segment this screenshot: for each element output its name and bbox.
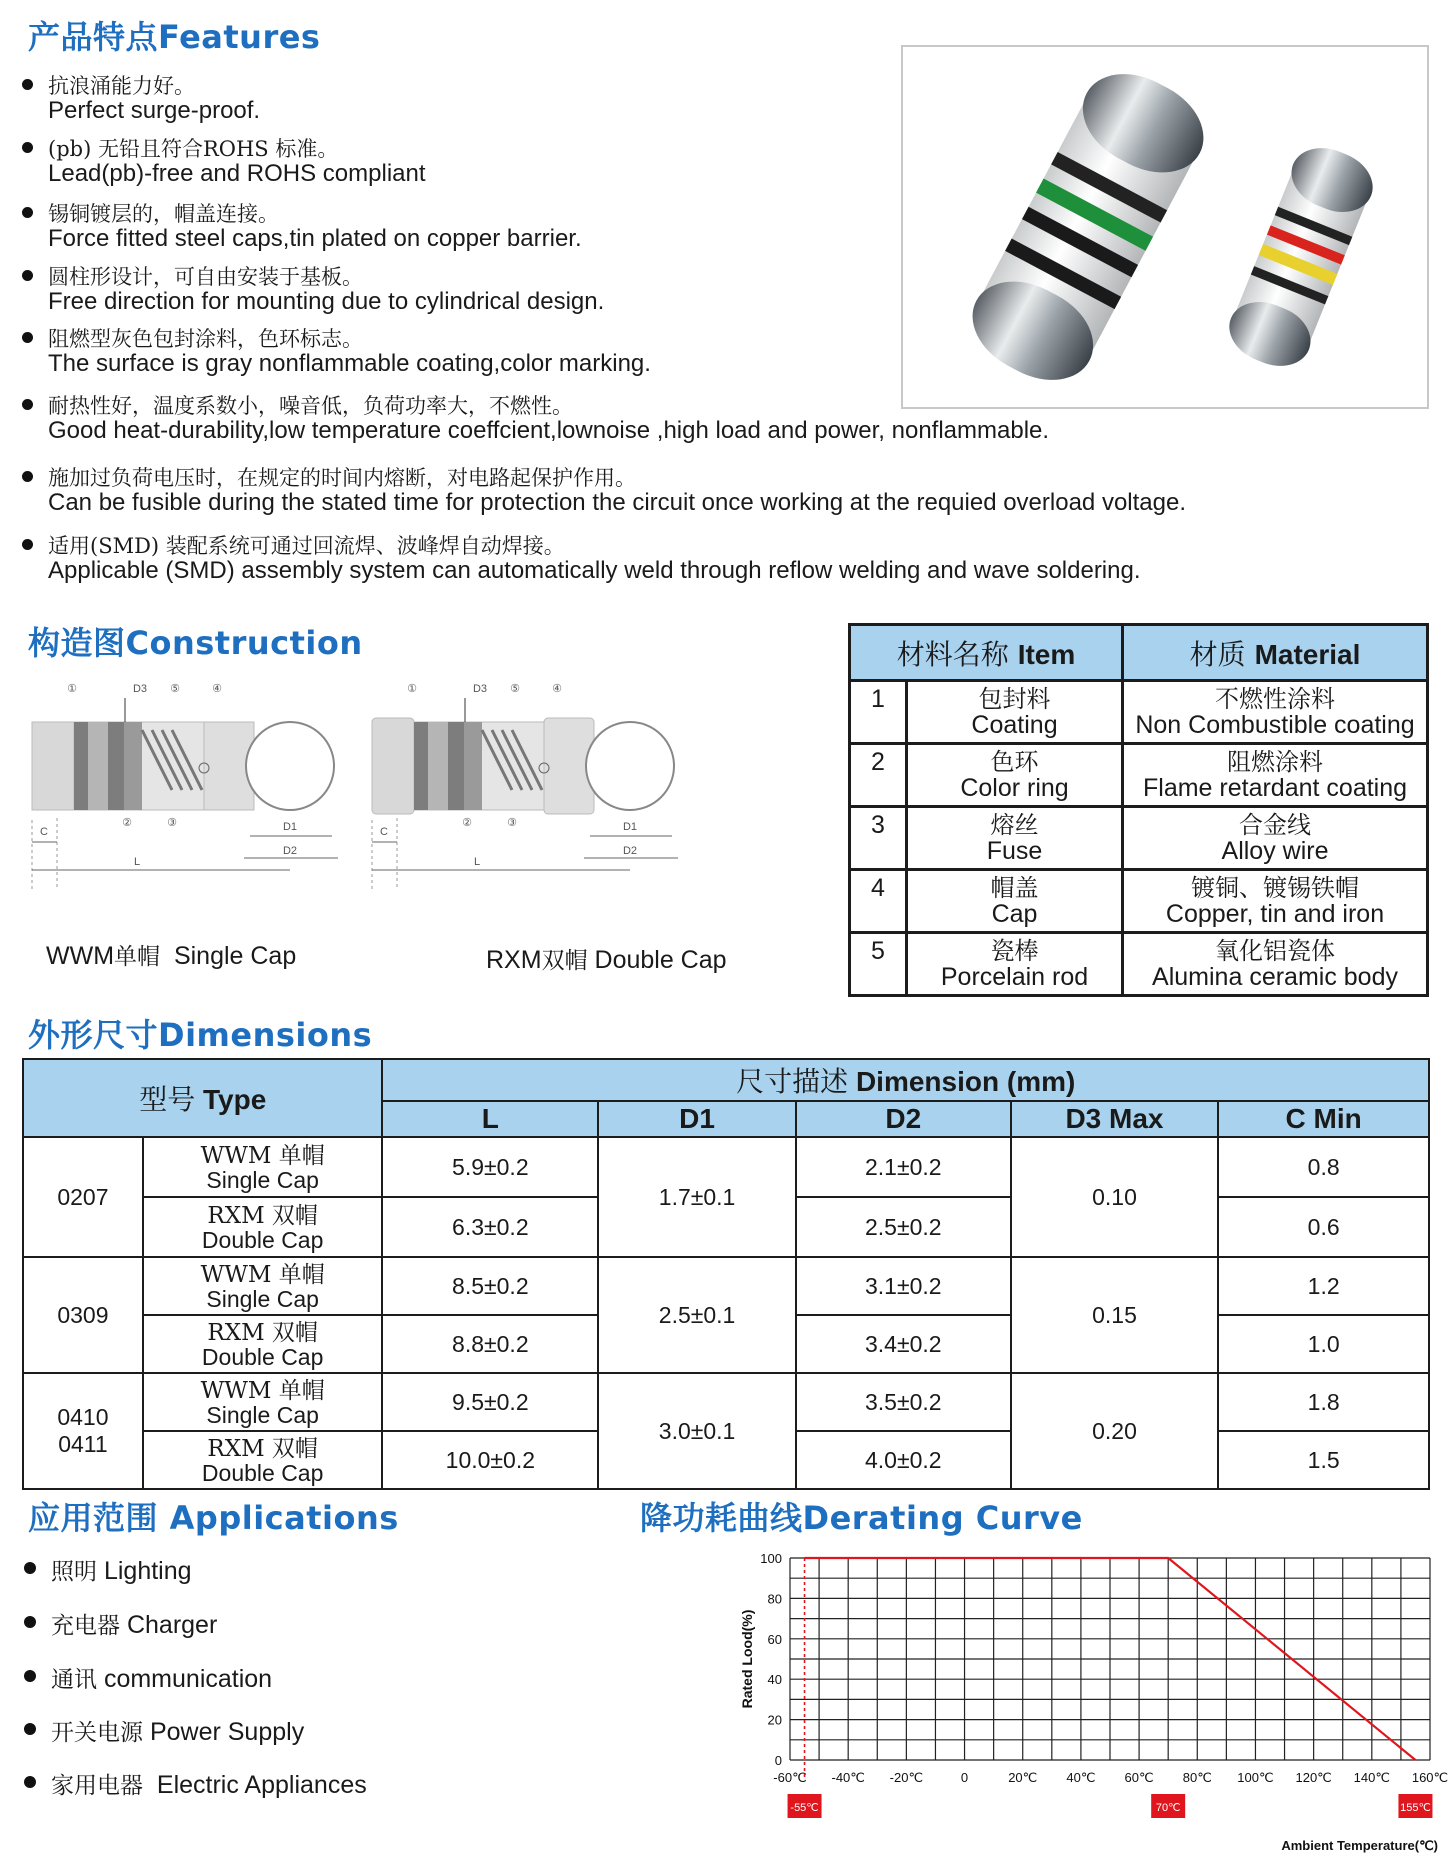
feature-en: Force fitted steel caps,tin plated on copper barrier. <box>48 225 582 252</box>
bullet-icon <box>22 270 33 281</box>
feature-cn: 适用(SMD) 装配系统可通过回流焊、波峰焊自动焊接。 <box>48 534 565 558</box>
x-tick-label: -20℃ <box>889 1770 924 1785</box>
svg-text:①: ① <box>407 683 417 695</box>
feature-en: Applicable (SMD) assembly system can automatically weld through reflow welding and wave soldering. <box>48 557 1141 584</box>
svg-text:③: ③ <box>507 817 517 829</box>
x-tick-label: 40℃ <box>1066 1770 1096 1785</box>
bullet-icon <box>22 332 33 343</box>
table-row: RXM 双帽 Double Cap 10.0±0.2 4.0±0.2 1.5 <box>23 1431 1429 1489</box>
bullet-icon <box>22 79 33 90</box>
svg-text:④: ④ <box>552 683 562 695</box>
bullet-icon <box>22 142 33 153</box>
svg-text:D2: D2 <box>282 845 298 857</box>
table-row: 5 瓷棒 Porcelain rod 氧化铝瓷体 Alumina ceramic body <box>850 933 1428 996</box>
x-tick-label: -60℃ <box>773 1770 807 1785</box>
feature-en: The surface is gray nonflammable coating,color marking. <box>48 350 651 377</box>
table-row: 0410 0411 WWM 单帽 Single Cap 9.5±0.2 3.0±0.1 3.5±0.2 0.20 1.8 <box>23 1373 1429 1431</box>
bullet-icon <box>24 1616 36 1628</box>
marker-label: 70℃ <box>1155 1802 1181 1814</box>
table-row: 4 帽盖 Cap 镀铜、镀锡铁帽 Copper, tin and iron <box>850 870 1428 933</box>
y-tick-label: 100 <box>760 1551 782 1566</box>
svg-text:D3: D3 <box>132 683 148 695</box>
svg-text:C: C <box>380 826 388 838</box>
double-cap-caption: RXM双帽 Double Cap <box>486 946 727 974</box>
table-row: 1 包封料 Coating 不燃性涂料 Non Combustible coating <box>850 681 1428 744</box>
y-tick-label: 0 <box>774 1753 782 1768</box>
svg-text:L: L <box>473 856 481 868</box>
svg-text:②: ② <box>122 817 132 829</box>
feature-cn: (pb) 无铅且符合ROHS 标准。 <box>48 137 339 161</box>
table-row: RXM 双帽 Double Cap 8.8±0.2 3.4±0.2 1.0 <box>23 1315 1429 1373</box>
product-photo <box>901 45 1429 409</box>
table-row: 3 熔丝 Fuse 合金线 Alloy wire <box>850 807 1428 870</box>
header-item: 材料名称 Item <box>850 625 1123 681</box>
construction-title: 构造图Construction <box>28 624 363 662</box>
feature-en: Lead(pb)-free and ROHS compliant <box>48 160 426 187</box>
table-row: 0309 WWM 单帽 Single Cap 8.5±0.2 2.5±0.1 3.1±0.2 0.15 1.2 <box>23 1257 1429 1315</box>
header-type: 型号 Type <box>23 1059 382 1137</box>
feature-cn: 锡铜镀层的，帽盖连接。 <box>48 202 279 226</box>
bullet-icon <box>22 207 33 218</box>
y-tick-label: 20 <box>767 1712 782 1728</box>
header-material: 材质 Material <box>1123 625 1428 681</box>
svg-text:②: ② <box>462 817 472 829</box>
feature-cn: 抗浪涌能力好。 <box>48 74 195 98</box>
single-cap-drawing <box>32 683 338 890</box>
feature-en: Good heat-durability,low temperature coeffcient,lownoise ,high load and power, nonflammable. <box>48 417 1050 444</box>
dimensions-table: 型号 Type 尺寸描述 Dimension (mm) L D1 D2 D3 Max C Min 0207 WWM 单帽 Single Cap 5.9±0.2 1.7±0.1 2.1±0.2 0.10 0.8 RXM 双帽 Double Cap 6.3±0.2 2.5±0.2 0.6 0309 WWM 单帽 Single Cap 8.5±0.2 2.5±0.1 3.1±0.2 0.15 1.2 RXM 双帽 Double Cap 8.8±0.2 3.4±0.2 1.0 0410 0411 WWM 单帽 Single Cap 9.5±0.2 3.0±0.1 3.5±0.2 0.20 1.8 RXM 双帽 Double Cap 10.0±0.2 4.0±0.2 1.5 <box>22 1058 1430 1490</box>
feature-cn: 圆柱形设计，可自由安装于基板。 <box>48 265 363 289</box>
feature-en: Free direction for mounting due to cylindrical design. <box>48 288 605 315</box>
single-cap-caption: WWM单帽 Single Cap <box>46 942 297 970</box>
svg-text:D3: D3 <box>472 683 488 695</box>
feature-cn: 耐热性好，温度系数小，噪音低，负荷功率大，不燃性。 <box>48 394 573 418</box>
materials-table <box>848 623 1429 997</box>
svg-text:D1: D1 <box>282 821 298 833</box>
y-tick-label: 60 <box>767 1631 782 1647</box>
table-row: 0207 WWM 单帽 Single Cap 5.9±0.2 1.7±0.1 2.1±0.2 0.10 0.8 <box>23 1137 1429 1197</box>
double-cap-drawing <box>372 683 678 890</box>
y-tick-label: 80 <box>767 1591 782 1607</box>
svg-text:C: C <box>40 826 48 838</box>
resistor-photo-image <box>903 47 1427 407</box>
feature-cn: 阻燃型灰色包封涂料，色环标志。 <box>48 327 363 351</box>
svg-text:D2: D2 <box>622 845 638 857</box>
bullet-icon <box>24 1562 36 1574</box>
x-tick-label: -40℃ <box>831 1770 865 1785</box>
dimensions-title: 外形尺寸Dimensions <box>28 1016 373 1054</box>
applications-title: 应用范围 Applications <box>28 1499 399 1537</box>
derating-chart <box>730 1548 1450 1858</box>
x-tick-label: 140℃ <box>1353 1770 1390 1785</box>
x-tick-label: 20℃ <box>1008 1770 1038 1785</box>
svg-text:L: L <box>133 856 141 868</box>
feature-en: Perfect surge-proof. <box>48 97 261 124</box>
svg-text:③: ③ <box>167 817 177 829</box>
x-tick-label: 80℃ <box>1182 1770 1212 1785</box>
header-dimension: 尺寸描述 Dimension (mm) <box>382 1059 1429 1101</box>
svg-text:⑤: ⑤ <box>170 683 180 695</box>
x-tick-label: 60℃ <box>1124 1770 1154 1785</box>
bullet-icon <box>22 399 33 410</box>
x-tick-label: 160℃ <box>1411 1770 1449 1785</box>
table-row: RXM 双帽 Double Cap 6.3±0.2 2.5±0.2 0.6 <box>23 1197 1429 1257</box>
x-tick-label: 100℃ <box>1237 1770 1274 1785</box>
features-title: 产品特点Features <box>28 18 321 56</box>
marker-label: 155℃ <box>1400 1802 1431 1814</box>
y-tick-label: 40 <box>767 1672 782 1688</box>
marker-label: -55℃ <box>790 1802 819 1814</box>
svg-text:D1: D1 <box>622 821 638 833</box>
bullet-icon <box>24 1776 36 1788</box>
bullet-icon <box>22 471 33 482</box>
bullet-icon <box>22 539 33 550</box>
feature-cn: 施加过负荷电压时，在规定的时间内熔断，对电路起保护作用。 <box>48 466 636 490</box>
bullet-icon <box>24 1723 36 1735</box>
x-axis-label: Ambient Temperature(℃) <box>1281 1838 1438 1853</box>
bullet-icon <box>24 1670 36 1682</box>
x-tick-label: 0 <box>960 1770 969 1785</box>
table-row: 2 色环 Color ring 阻燃涂料 Flame retardant coating <box>850 744 1428 807</box>
feature-en: Can be fusible during the stated time for protection the circuit once working at the requied overload voltage. <box>48 489 1186 516</box>
svg-text:④: ④ <box>212 683 222 695</box>
x-tick-label: 120℃ <box>1295 1770 1332 1785</box>
y-axis-label: Rated Lood(%) <box>739 1609 755 1709</box>
construction-diagram <box>22 670 842 910</box>
derating-title: 降功耗曲线Derating Curve <box>640 1499 1083 1537</box>
label-1-icon: ① <box>67 683 77 695</box>
svg-text:⑤: ⑤ <box>510 683 520 695</box>
